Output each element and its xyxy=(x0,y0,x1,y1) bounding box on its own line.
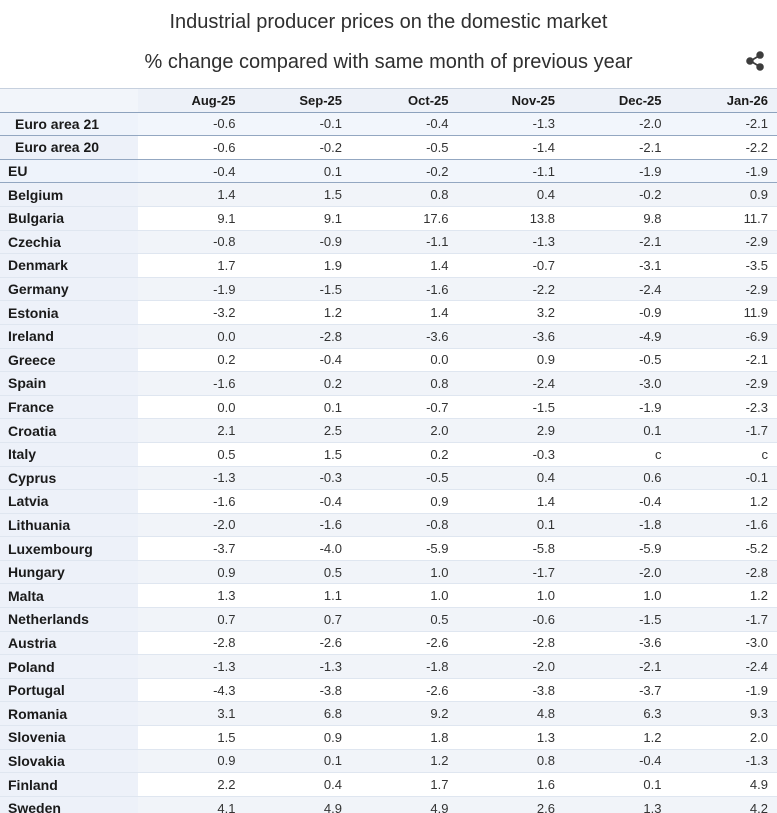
value-cell: 1.3 xyxy=(138,584,245,608)
table-row xyxy=(0,372,777,396)
column-header: Dec-25 xyxy=(564,89,671,113)
table-row xyxy=(0,230,777,254)
corner-cell xyxy=(0,89,138,113)
value-cell: -1.5 xyxy=(458,395,565,419)
value-cell: 1.3 xyxy=(458,726,565,750)
value-cell: 4.8 xyxy=(458,702,565,726)
value-cell: -1.7 xyxy=(671,419,777,443)
value-cell: 4.2 xyxy=(671,796,777,813)
table-row xyxy=(0,466,777,490)
value-cell: -1.9 xyxy=(671,678,777,702)
value-cell: 2.5 xyxy=(245,419,352,443)
row-label: Spain xyxy=(0,372,138,396)
value-cell: -5.2 xyxy=(671,537,777,561)
value-cell: 1.4 xyxy=(458,490,565,514)
table-row xyxy=(0,395,777,419)
value-cell: -3.6 xyxy=(351,324,458,348)
value-cell: 0.6 xyxy=(564,466,671,490)
value-cell: -1.1 xyxy=(458,159,565,183)
value-cell: -3.1 xyxy=(564,254,671,278)
value-cell: c xyxy=(564,442,671,466)
value-cell: 9.2 xyxy=(351,702,458,726)
value-cell: -0.1 xyxy=(245,112,352,136)
value-cell: -1.6 xyxy=(138,372,245,396)
value-cell: -1.7 xyxy=(458,560,565,584)
value-cell: -2.8 xyxy=(138,631,245,655)
value-cell: 1.0 xyxy=(564,584,671,608)
row-label: Denmark xyxy=(0,254,138,278)
value-cell: -1.3 xyxy=(458,230,565,254)
value-cell: -0.4 xyxy=(138,159,245,183)
value-cell: 1.3 xyxy=(564,796,671,813)
value-cell: -3.6 xyxy=(458,324,565,348)
value-cell: 1.2 xyxy=(671,490,777,514)
value-cell: 0.5 xyxy=(245,560,352,584)
page-subtitle: % change compared with same month of previous year xyxy=(144,51,633,73)
value-cell: 0.9 xyxy=(671,183,777,207)
value-cell: 0.5 xyxy=(351,608,458,632)
row-label: France xyxy=(0,395,138,419)
row-label: Estonia xyxy=(0,301,138,325)
value-cell: 1.4 xyxy=(351,254,458,278)
value-cell: -0.6 xyxy=(458,608,565,632)
value-cell: 0.9 xyxy=(138,560,245,584)
value-cell: -0.4 xyxy=(564,490,671,514)
value-cell: -1.7 xyxy=(671,608,777,632)
value-cell: -0.5 xyxy=(351,136,458,160)
value-cell: -2.4 xyxy=(564,277,671,301)
value-cell: 0.0 xyxy=(138,324,245,348)
value-cell: 0.1 xyxy=(245,159,352,183)
value-cell: -0.6 xyxy=(138,136,245,160)
value-cell: 0.5 xyxy=(138,442,245,466)
row-label: Euro area 21 xyxy=(0,112,138,136)
value-cell: 4.9 xyxy=(671,773,777,797)
table-row xyxy=(0,183,777,207)
value-cell: 1.2 xyxy=(564,726,671,750)
value-cell: -4.9 xyxy=(564,324,671,348)
value-cell: 0.9 xyxy=(351,490,458,514)
value-cell: -1.5 xyxy=(564,608,671,632)
value-cell: 1.4 xyxy=(351,301,458,325)
row-label: Malta xyxy=(0,584,138,608)
value-cell: -1.3 xyxy=(138,655,245,679)
table-row xyxy=(0,348,777,372)
value-cell: 11.7 xyxy=(671,206,777,230)
value-cell: 0.7 xyxy=(245,608,352,632)
value-cell: -0.4 xyxy=(245,490,352,514)
value-cell: -0.6 xyxy=(138,112,245,136)
value-cell: -1.5 xyxy=(245,277,352,301)
value-cell: 11.9 xyxy=(671,301,777,325)
value-cell: -5.9 xyxy=(564,537,671,561)
column-header: Aug-25 xyxy=(138,89,245,113)
value-cell: 1.2 xyxy=(245,301,352,325)
row-label: EU xyxy=(0,159,138,183)
table-row xyxy=(0,678,777,702)
value-cell: 4.9 xyxy=(245,796,352,813)
table-row xyxy=(0,159,777,183)
row-label: Netherlands xyxy=(0,608,138,632)
row-label: Bulgaria xyxy=(0,206,138,230)
value-cell: 0.1 xyxy=(564,419,671,443)
row-label: Germany xyxy=(0,277,138,301)
value-cell: 0.0 xyxy=(138,395,245,419)
table-row xyxy=(0,584,777,608)
value-cell: -2.6 xyxy=(351,678,458,702)
value-cell: 9.1 xyxy=(138,206,245,230)
column-header: Oct-25 xyxy=(351,89,458,113)
table-row xyxy=(0,490,777,514)
value-cell: -0.5 xyxy=(351,466,458,490)
value-cell: 0.0 xyxy=(351,348,458,372)
value-cell: -0.4 xyxy=(564,749,671,773)
value-cell: -2.1 xyxy=(564,230,671,254)
table-row xyxy=(0,277,777,301)
value-cell: 1.0 xyxy=(351,584,458,608)
row-label: Lithuania xyxy=(0,513,138,537)
value-cell: 6.3 xyxy=(564,702,671,726)
value-cell: -0.2 xyxy=(245,136,352,160)
value-cell: 0.4 xyxy=(245,773,352,797)
value-cell: 0.9 xyxy=(138,749,245,773)
value-cell: 0.4 xyxy=(458,466,565,490)
value-cell: 2.9 xyxy=(458,419,565,443)
row-label: Greece xyxy=(0,348,138,372)
value-cell: 0.1 xyxy=(458,513,565,537)
value-cell: 0.1 xyxy=(564,773,671,797)
table-row xyxy=(0,773,777,797)
row-label: Slovakia xyxy=(0,749,138,773)
value-cell: -2.4 xyxy=(458,372,565,396)
value-cell: -2.3 xyxy=(671,395,777,419)
value-cell: 0.4 xyxy=(458,183,565,207)
column-header: Sep-25 xyxy=(245,89,352,113)
row-label: Hungary xyxy=(0,560,138,584)
value-cell: -1.9 xyxy=(564,159,671,183)
value-cell: 17.6 xyxy=(351,206,458,230)
value-cell: -0.9 xyxy=(564,301,671,325)
value-cell: -5.9 xyxy=(351,537,458,561)
value-cell: -0.2 xyxy=(351,159,458,183)
value-cell: -2.1 xyxy=(564,655,671,679)
value-cell: -0.7 xyxy=(458,254,565,278)
value-cell: 0.8 xyxy=(351,183,458,207)
value-cell: -1.6 xyxy=(245,513,352,537)
value-cell: -0.3 xyxy=(458,442,565,466)
table-row xyxy=(0,796,777,813)
header-row xyxy=(0,89,777,113)
value-cell: -2.8 xyxy=(245,324,352,348)
value-cell: 0.9 xyxy=(458,348,565,372)
table-row xyxy=(0,112,777,136)
value-cell: 1.5 xyxy=(138,726,245,750)
value-cell: -2.1 xyxy=(671,112,777,136)
value-cell: -1.1 xyxy=(351,230,458,254)
table-row xyxy=(0,726,777,750)
value-cell: 1.4 xyxy=(138,183,245,207)
value-cell: -2.2 xyxy=(458,277,565,301)
value-cell: -3.2 xyxy=(138,301,245,325)
row-label: Cyprus xyxy=(0,466,138,490)
value-cell: -2.0 xyxy=(564,112,671,136)
value-cell: -4.3 xyxy=(138,678,245,702)
value-cell: -0.7 xyxy=(351,395,458,419)
table-row xyxy=(0,655,777,679)
value-cell: -0.9 xyxy=(245,230,352,254)
value-cell: 1.1 xyxy=(245,584,352,608)
row-label: Portugal xyxy=(0,678,138,702)
value-cell: 1.8 xyxy=(351,726,458,750)
table-row xyxy=(0,560,777,584)
value-cell: -0.3 xyxy=(245,466,352,490)
value-cell: -1.9 xyxy=(138,277,245,301)
value-cell: 0.2 xyxy=(245,372,352,396)
column-header: Jan-26 xyxy=(671,89,777,113)
value-cell: -1.6 xyxy=(671,513,777,537)
row-label: Latvia xyxy=(0,490,138,514)
value-cell: -2.0 xyxy=(564,560,671,584)
value-cell: 1.7 xyxy=(351,773,458,797)
value-cell: 1.7 xyxy=(138,254,245,278)
table-row xyxy=(0,254,777,278)
value-cell: -1.9 xyxy=(564,395,671,419)
value-cell: 2.0 xyxy=(351,419,458,443)
value-cell: -0.2 xyxy=(564,183,671,207)
value-cell: 0.2 xyxy=(138,348,245,372)
column-header: Nov-25 xyxy=(458,89,565,113)
table-row xyxy=(0,631,777,655)
value-cell: -1.9 xyxy=(671,159,777,183)
value-cell: -0.4 xyxy=(245,348,352,372)
value-cell: 0.1 xyxy=(245,395,352,419)
table-row xyxy=(0,442,777,466)
value-cell: 2.2 xyxy=(138,773,245,797)
value-cell: 6.8 xyxy=(245,702,352,726)
value-cell: 0.8 xyxy=(351,372,458,396)
table-row xyxy=(0,513,777,537)
value-cell: -3.8 xyxy=(458,678,565,702)
value-cell: -1.8 xyxy=(351,655,458,679)
share-button[interactable] xyxy=(743,50,767,74)
value-cell: -4.0 xyxy=(245,537,352,561)
value-cell: c xyxy=(671,442,777,466)
value-cell: -1.4 xyxy=(458,136,565,160)
value-cell: -3.5 xyxy=(671,254,777,278)
table-row xyxy=(0,136,777,160)
table-row xyxy=(0,608,777,632)
value-cell: 9.1 xyxy=(245,206,352,230)
table-body xyxy=(0,112,777,813)
row-label: Belgium xyxy=(0,183,138,207)
table-row xyxy=(0,206,777,230)
value-cell: -0.8 xyxy=(351,513,458,537)
value-cell: 4.1 xyxy=(138,796,245,813)
value-cell: 0.7 xyxy=(138,608,245,632)
row-label: Austria xyxy=(0,631,138,655)
row-label: Slovenia xyxy=(0,726,138,750)
value-cell: -0.4 xyxy=(351,112,458,136)
value-cell: 9.8 xyxy=(564,206,671,230)
value-cell: -1.3 xyxy=(671,749,777,773)
row-label: Romania xyxy=(0,702,138,726)
value-cell: 13.8 xyxy=(458,206,565,230)
value-cell: -0.8 xyxy=(138,230,245,254)
value-cell: -3.6 xyxy=(564,631,671,655)
value-cell: -2.0 xyxy=(138,513,245,537)
value-cell: 2.1 xyxy=(138,419,245,443)
value-cell: -2.1 xyxy=(564,136,671,160)
row-label: Czechia xyxy=(0,230,138,254)
value-cell: 1.2 xyxy=(671,584,777,608)
value-cell: -6.9 xyxy=(671,324,777,348)
value-cell: -1.6 xyxy=(138,490,245,514)
row-label: Finland xyxy=(0,773,138,797)
value-cell: -2.8 xyxy=(671,560,777,584)
table-row xyxy=(0,324,777,348)
value-cell: 1.9 xyxy=(245,254,352,278)
value-cell: -2.8 xyxy=(458,631,565,655)
value-cell: 4.9 xyxy=(351,796,458,813)
value-cell: 0.1 xyxy=(245,749,352,773)
page-title: Industrial producer prices on the domestic market xyxy=(169,11,608,33)
value-cell: -2.6 xyxy=(351,631,458,655)
value-cell: 1.5 xyxy=(245,442,352,466)
value-cell: -3.7 xyxy=(564,678,671,702)
row-label: Sweden xyxy=(0,796,138,813)
value-cell: 1.0 xyxy=(351,560,458,584)
value-cell: -3.8 xyxy=(245,678,352,702)
value-cell: -3.0 xyxy=(564,372,671,396)
row-label: Ireland xyxy=(0,324,138,348)
share-icon xyxy=(744,60,766,75)
value-cell: 1.2 xyxy=(351,749,458,773)
value-cell: 1.5 xyxy=(245,183,352,207)
value-cell: 2.0 xyxy=(671,726,777,750)
value-cell: 3.1 xyxy=(138,702,245,726)
ppi-table xyxy=(0,88,777,813)
value-cell: -2.6 xyxy=(245,631,352,655)
value-cell: -1.6 xyxy=(351,277,458,301)
row-label: Poland xyxy=(0,655,138,679)
value-cell: -1.3 xyxy=(245,655,352,679)
row-label: Croatia xyxy=(0,419,138,443)
table-row xyxy=(0,537,777,561)
value-cell: 3.2 xyxy=(458,301,565,325)
value-cell: -3.7 xyxy=(138,537,245,561)
value-cell: 9.3 xyxy=(671,702,777,726)
table-row xyxy=(0,419,777,443)
value-cell: -2.4 xyxy=(671,655,777,679)
value-cell: -0.5 xyxy=(564,348,671,372)
value-cell: -2.0 xyxy=(458,655,565,679)
value-cell: 0.8 xyxy=(458,749,565,773)
table-row xyxy=(0,301,777,325)
header xyxy=(0,0,777,75)
table-row xyxy=(0,749,777,773)
table-row xyxy=(0,702,777,726)
value-cell: 0.2 xyxy=(351,442,458,466)
value-cell: 0.9 xyxy=(245,726,352,750)
value-cell: -1.3 xyxy=(138,466,245,490)
value-cell: -2.1 xyxy=(671,348,777,372)
value-cell: 2.6 xyxy=(458,796,565,813)
value-cell: -3.0 xyxy=(671,631,777,655)
value-cell: -5.8 xyxy=(458,537,565,561)
value-cell: -2.9 xyxy=(671,230,777,254)
row-label: Euro area 20 xyxy=(0,136,138,160)
value-cell: -2.9 xyxy=(671,277,777,301)
value-cell: 1.6 xyxy=(458,773,565,797)
value-cell: -1.8 xyxy=(564,513,671,537)
value-cell: -1.3 xyxy=(458,112,565,136)
row-label: Luxembourg xyxy=(0,537,138,561)
value-cell: -2.9 xyxy=(671,372,777,396)
value-cell: -2.2 xyxy=(671,136,777,160)
value-cell: 1.0 xyxy=(458,584,565,608)
value-cell: -0.1 xyxy=(671,466,777,490)
row-label: Italy xyxy=(0,442,138,466)
